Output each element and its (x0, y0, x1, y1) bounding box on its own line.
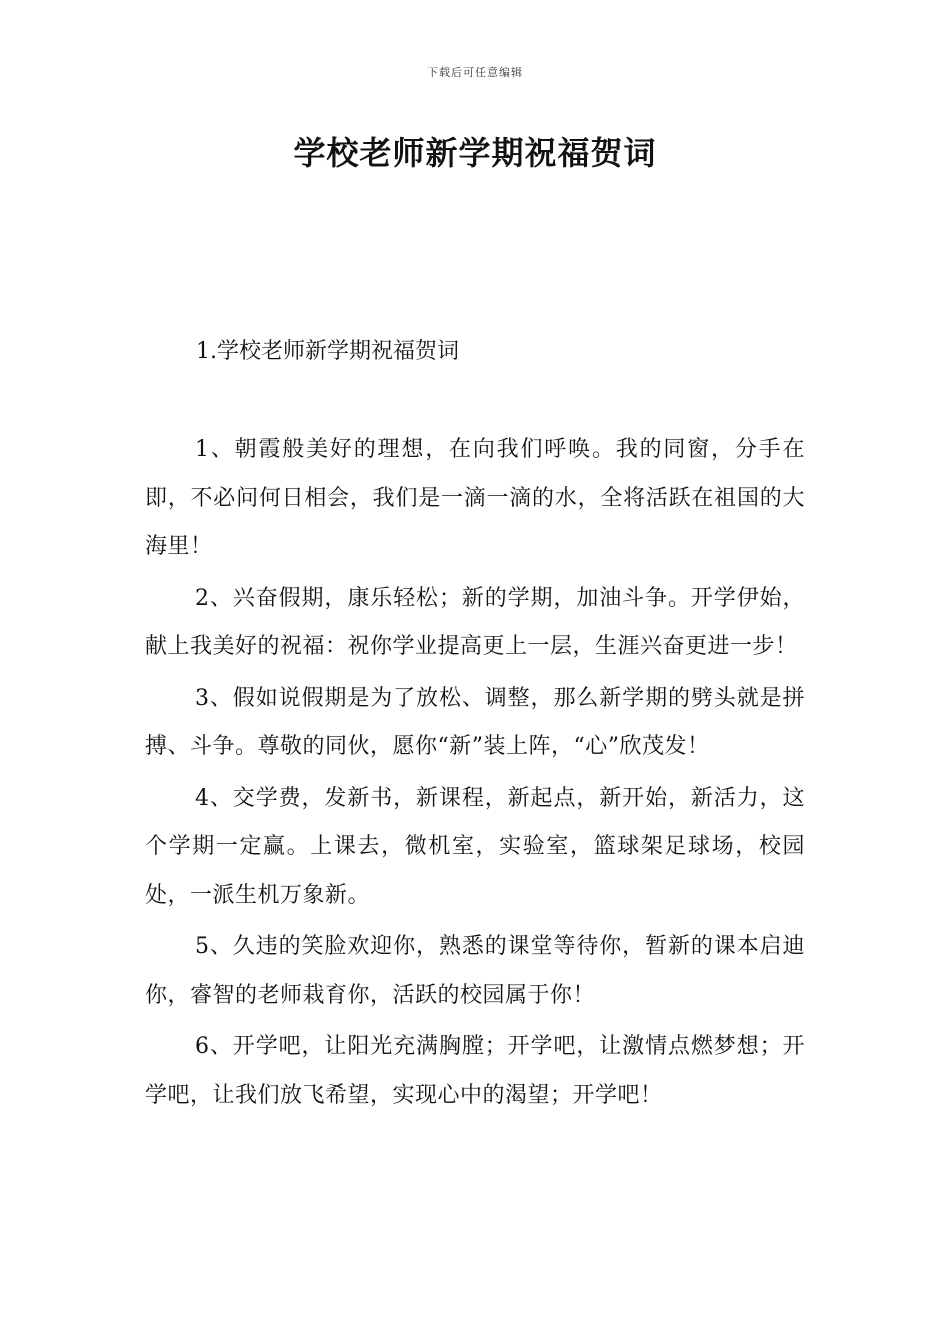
paragraph-4: 4、交学费，发新书，新课程，新起点，新开始，新活力，这个学期一定赢。上课去，微机室，实验室，篮球架足球场，校园处，一派生机万象新。 (145, 785, 805, 908)
paragraph-2: 2、兴奋假期，康乐轻松；新的学期，加油斗争。开学伊始，献上我美好的祝福：祝你学业提高更上一层，生涯兴奋更进一步！ (145, 585, 805, 659)
paragraph-5: 5、久违的笑脸欢迎你，熟悉的课堂等待你，暂新的课本启迪你，睿智的老师栽育你，活跃的校园属于你！ (145, 934, 805, 1008)
paragraph-6: 6、开学吧，让阳光充满胸膛；开学吧，让激情点燃梦想；开学吧，让我们放飞希望，实现心中的渴望；开学吧！ (145, 1034, 805, 1108)
paragraph-3: 3、假如说假期是为了放松、调整，那么新学期的劈头就是拼搏、斗争。尊敬的同伙，愿你“新”装上阵，“心”欣茂发！ (145, 685, 805, 759)
paragraph-1: 1、朝霞般美好的理想，在向我们呼唤。我的同窗，分手在即，不必问何日相会，我们是一滴一滴的水，全将活跃在祖国的大海里！ (145, 437, 805, 559)
section-heading: 1.学校老师新学期祝福贺词 (196, 339, 459, 364)
header-note: 下载后可任意编辑 (427, 66, 523, 79)
document-body (145, 426, 805, 1123)
document-title: 学校老师新学期祝福贺词 (293, 134, 657, 172)
